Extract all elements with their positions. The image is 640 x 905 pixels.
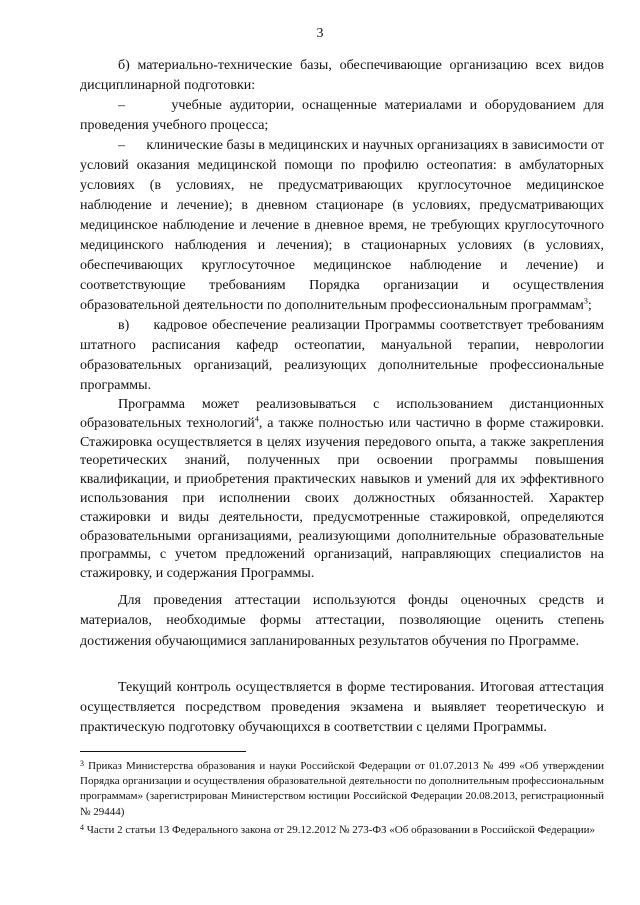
- footnote-3-mark: 3: [80, 759, 84, 768]
- paragraph-distance-learning: [80, 396, 604, 584]
- paragraph-attestation-funds: Для проведения аттестации используются фонды оценочных средств и материалов, необходимые формы аттестации, позволяющие оценить степень достижения обучающимися запланированных результатов обучения по Программе.: [80, 592, 604, 649]
- footnote-4: [80, 820, 604, 838]
- footnote-3-text: Приказ Министерства образования и науки Российской Федерации от 01.07.2013 № 499 «Об утверждении Порядка организации и осуществления образовательной деятельности по дополнительным профессиональным программам» (зарегистрирован Министерством юстиции Российской Федерации 20.08.2013, регистрационный № 29444): [80, 760, 604, 818]
- footnotes: [80, 756, 604, 838]
- distance-learning-text-a: Программа может реализовываться с использованием дистанционных образовательных технологий: [80, 397, 604, 431]
- footnote-4-mark: 4: [80, 822, 84, 832]
- page-number: 3: [316, 26, 324, 41]
- footnote-ref-4: 4: [254, 414, 259, 424]
- paragraph-material-base: б) материально-технические базы, обеспечивающие организацию всех видов дисциплинарной подготовки:: [80, 58, 604, 93]
- paragraph-staffing: в) кадровое обеспечение реализации Программы соответствует требованиям штатного расписания кафедр остеопатии, мануальной терапии, неврологии образовательных организаций, реализующих дополнительные профессиональные программы.: [80, 318, 604, 393]
- footnote-ref-3: 3: [583, 296, 588, 306]
- list-item-classrooms: – учебные аудитории, оснащенные материалами и оборудованием для проведения учебного процесса;: [80, 98, 604, 133]
- clinical-bases-end: ;: [587, 298, 592, 313]
- distance-learning-text-b: , а также полностью или частично в форме стажировки. Стажировка осуществляется в целях изучения передового опыта, а также закрепления теоретических знаний, полученных при освоении программы повышения квалификации, и приобретения практических навыков и умений для их эффективного использования при исполнении своих должностных обязанностей. Характер стажировки и виды деятельности, предусмотренные стажировкой, определяются образовательными организациями, реализующими дополнительные образовательные программы, с учетом предложений организаций, направляющих специалистов на стажировку, и содержания Программы.: [80, 415, 604, 582]
- footnote-divider: [80, 751, 246, 752]
- paragraph-current-control: Текущий контроль осуществляется в форме тестирования. Итоговая аттестация осуществляется посредством проведения экзамена и выявляет теоретическую и практическую подготовку обучающихся в соответствии с целями Программы.: [80, 679, 604, 735]
- footnote-4-text: Части 2 статьи 13 Федерального закона от 29.12.2012 № 273-ФЗ «Об образовании в Российской Федерации»: [84, 823, 596, 836]
- clinical-bases-text: – клинические базы в медицинских и научных организациях в зависимости от условий оказания медицинской помощи по профилю остеопатия: в амбулаторных условиях (в условиях, не предусматривающих круглосуточное медицинское наблюдение и лечение); в дневном стационаре (в условиях, предусматривающих медицинское наблюдение и лечение в дневное время, не требующих круглосуточного медицинского наблюдения и лечения); в стационарных условиях (в условиях, обеспечивающих круглосуточное медицинское наблюдение и лечение) и соответствующие требованиям Порядка организации и осуществления образовательной деятельности по дополнительным профессиональным программам: [80, 138, 604, 313]
- list-item-clinical-bases: [80, 136, 604, 316]
- footnote-3: [80, 756, 604, 820]
- body-text: [80, 56, 604, 738]
